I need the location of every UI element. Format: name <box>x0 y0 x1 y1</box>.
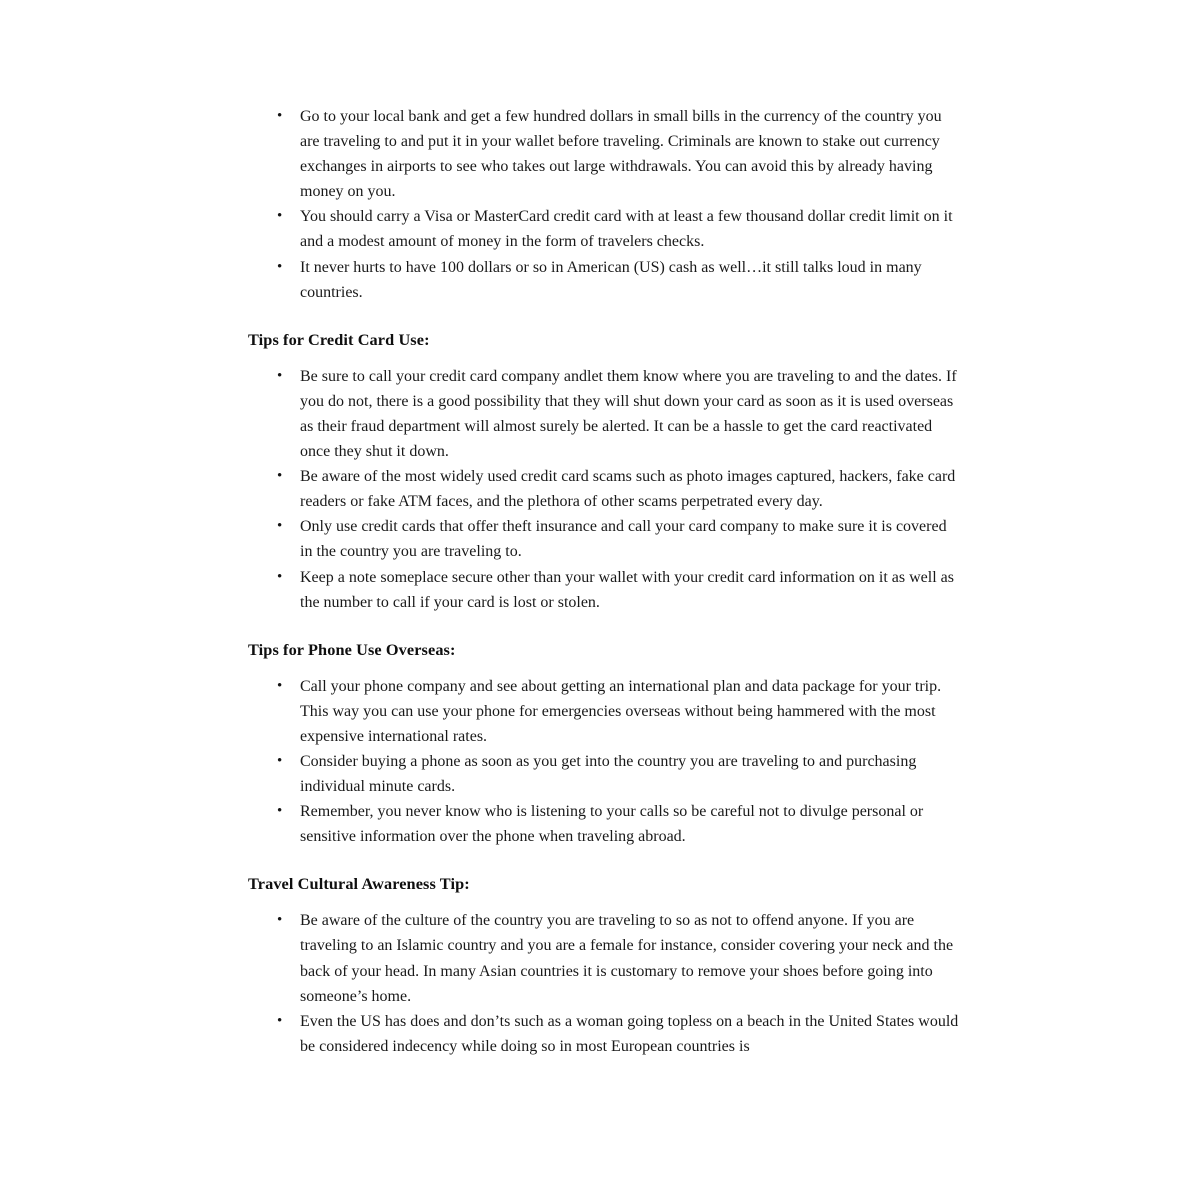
list-item <box>248 364 960 464</box>
list-item <box>248 749 960 799</box>
bullet-point-icon: • <box>277 1012 283 1029</box>
list-item <box>248 799 960 849</box>
list-item-text: Keep a note someplace secure other than your wallet with your credit card information on it as well as the number to call if your card is lost or stolen. <box>300 568 954 611</box>
heading-spacer <box>248 662 960 674</box>
list-item-text: Remember, you never know who is listening to your calls so be careful not to divulge personal or sensitive information over the phone when traveling abroad. <box>300 803 924 846</box>
section-heading-phone-use-overseas: Tips for Phone Use Overseas: <box>248 639 456 659</box>
section-spacer <box>248 305 960 327</box>
bullet-point-icon: • <box>277 677 283 694</box>
list-item <box>248 514 960 564</box>
list-item <box>248 674 960 749</box>
list-item-text: Only use credit cards that offer theft insurance and call your card company to make sure it is covered in the country you are traveling to. <box>300 518 947 561</box>
bullet-point-icon: • <box>277 258 283 275</box>
bullet-point-icon: • <box>277 468 283 485</box>
list-item <box>248 1009 960 1059</box>
list-item-text: Call your phone company and see about getting an international plan and data package for your trip. This way you can use your phone for emergencies overseas without being hammered with the most expensive international rates. <box>300 677 942 745</box>
bullet-list-travel-cultural-awareness <box>248 908 960 1059</box>
list-item <box>248 204 960 254</box>
list-item <box>248 565 960 615</box>
bullet-list-phone-use-overseas <box>248 674 960 850</box>
section-spacer <box>248 615 960 637</box>
list-item <box>248 908 960 1008</box>
document-text-column <box>248 104 960 1059</box>
list-item-text: Consider buying a phone as soon as you get into the country you are traveling to and purchasing individual minute cards. <box>300 752 917 796</box>
bullet-list-money-tips <box>248 104 960 305</box>
bullet-point-icon: • <box>277 208 283 225</box>
list-item-text: Be sure to call your credit card company andlet them know where you are traveling to and the dates. If you do not, there is a good possibility that they will shut down your card as soon as it is used overseas as their fraud department will almost surely be alerted. It can be a hassle to get the card reactivated once they shut it down. <box>300 367 957 461</box>
bullet-point-icon: • <box>277 367 283 384</box>
bullet-point-icon: • <box>277 752 283 769</box>
list-item-text: You should carry a Visa or MasterCard credit card with at least a few thousand dollar credit limit on it and a modest amount of money in the form of travelers checks. <box>300 208 953 251</box>
section-heading-travel-cultural-awareness: Travel Cultural Awareness Tip: <box>248 874 470 894</box>
bullet-point-icon: • <box>277 108 283 124</box>
heading-spacer <box>248 352 960 364</box>
list-item <box>248 255 960 305</box>
list-item-text: Be aware of the most widely used credit card scams such as photo images captured, hackers, fake card readers or fake ATM faces, and the plethora of other scams perpetrated every day. <box>300 468 956 511</box>
list-item <box>248 464 960 514</box>
bullet-point-icon: • <box>277 912 283 929</box>
list-item-text: Even the US has does and don’ts such as a woman going topless on a beach in the United States would be considered indecency while doing so in most European countries is <box>300 1012 959 1055</box>
list-item-text: It never hurts to have 100 dollars or so in American (US) cash as well…it still talks loud in many countries. <box>300 258 922 301</box>
section-heading-credit-card-use: Tips for Credit Card Use: <box>248 329 430 349</box>
section-spacer <box>248 849 960 871</box>
list-item <box>248 104 960 204</box>
bullet-point-icon: • <box>277 518 283 535</box>
bullet-list-credit-card-use <box>248 364 960 615</box>
list-item-text: Go to your local bank and get a few hundred dollars in small bills in the currency of the country you are traveling to and put it in your wallet before traveling. Criminals are known to stake out currency exchanges in airports to see who takes out large withdrawals. You can avoid this by already having money on you. <box>300 108 942 201</box>
bullet-point-icon: • <box>277 803 283 820</box>
list-item-text: Be aware of the culture of the country you are traveling to so as not to offend anyone. If you are traveling to an Islamic country and you are a female for instance, consider covering your neck and the back of your head. In many Asian countries it is customary to remove your shoes before going into someone’s home. <box>300 912 954 1005</box>
heading-spacer <box>248 896 960 908</box>
bullet-point-icon: • <box>277 568 283 585</box>
